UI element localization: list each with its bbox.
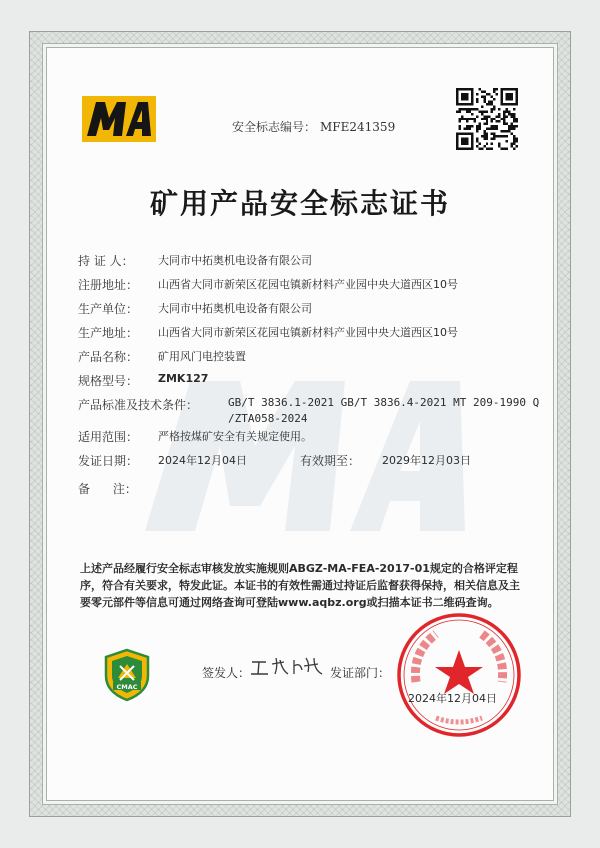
remarks-label: 备 注：: [78, 482, 137, 496]
serial-label: 安全标志编号：: [232, 120, 317, 134]
scope-row: [78, 428, 312, 445]
cmac-badge-icon: [104, 648, 150, 702]
product-name-value: 矿用风门电控装置: [158, 350, 246, 363]
scope-value: 严格按煤矿安全有关规定使用。: [158, 430, 312, 443]
issue-date-row: [78, 452, 471, 469]
scope-label: 适用范围：: [78, 430, 139, 444]
signature-image: [248, 652, 334, 680]
ma-logo: [82, 96, 156, 142]
standards-line2: /ZTA058-2024: [228, 412, 308, 425]
issue-date-label: 发证日期：: [78, 454, 139, 468]
manufacturer-label: 生产单位：: [78, 302, 139, 316]
signer-label: 签发人：: [202, 666, 251, 680]
official-red-seal: [396, 612, 522, 738]
holder-label: 持 证 人：: [78, 254, 134, 268]
certificate-note: 上述产品经履行安全标志审核发放实施规则ABGZ-MA-FEA-2017-01规定的合格评定程序，符合有关要求，特发此证。本证书的有效性需通过持证后监督获得保持，相关信息及主要零元部件等信息可通过网络查询可登陆www.aqbz.org或扫描本证书二维码查询。: [80, 562, 520, 609]
dept-label: 发证部门：: [330, 666, 391, 680]
product-name-row: [78, 348, 246, 365]
manufacturer-value: 大同市中拓奥机电设备有限公司: [158, 302, 312, 315]
stamp-date: 2024年12月04日: [408, 692, 497, 705]
holder-row: [78, 252, 312, 269]
prod-address-row: [78, 324, 458, 341]
product-name-label: 产品名称：: [78, 350, 139, 364]
svg-text:CMAC: CMAC: [116, 683, 138, 691]
remarks-row: [78, 480, 137, 497]
issue-date-value: 2024年12月04日: [158, 454, 247, 467]
certificate-title: 矿用产品安全标志证书: [149, 187, 450, 220]
model-row: [78, 372, 209, 389]
serial-line: [232, 118, 395, 135]
prod-address-label: 生产地址：: [78, 326, 139, 340]
standards-line1: GB/T 3836.1-2021 GB/T 3836.4-2021 MT 209-1990 Q: [228, 396, 540, 409]
qr-code[interactable]: [456, 88, 518, 150]
manufacturer-row: [78, 300, 312, 317]
prod-address-value: 山西省大同市新荣区花园屯镇新材料产业园中央大道西区10号: [158, 326, 458, 339]
valid-until-label: 有效期至：: [300, 454, 361, 468]
serial-number: MFE241359: [320, 120, 396, 134]
reg-address-label: 注册地址：: [78, 278, 139, 292]
valid-until-value: 2029年12月03日: [382, 454, 471, 467]
reg-address-value: 山西省大同市新荣区花园屯镇新材料产业园中央大道西区10号: [158, 278, 458, 291]
model-label: 规格型号：: [78, 374, 139, 388]
reg-address-row: [78, 276, 458, 293]
standards-label: 产品标准及技术条件：: [78, 398, 199, 412]
standards-row: [78, 396, 540, 425]
holder-value: 大同市中拓奥机电设备有限公司: [158, 254, 312, 267]
model-value: ZMK127: [158, 372, 209, 385]
